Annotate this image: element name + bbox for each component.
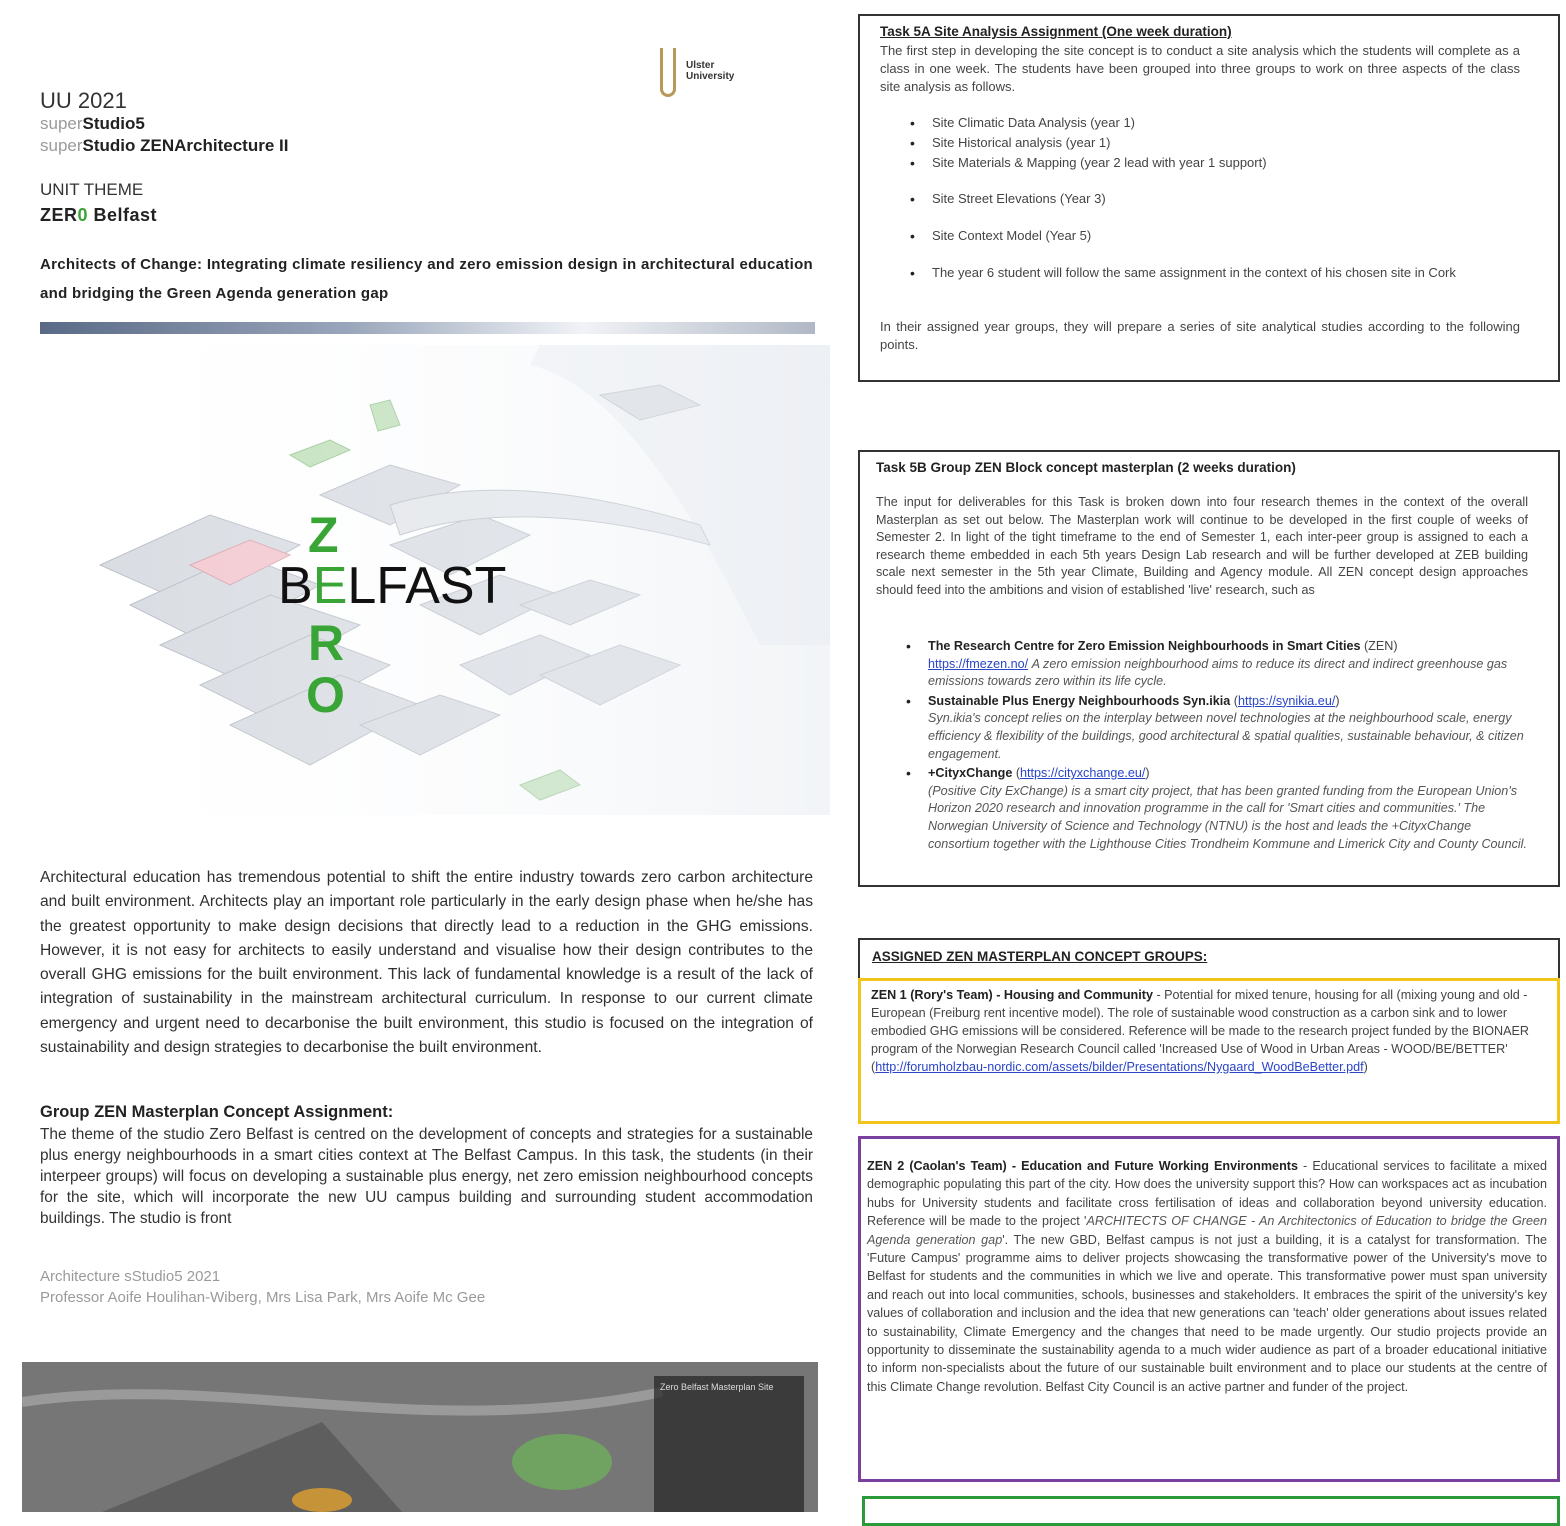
task-5a-closing: In their assigned year groups, they will prepare a series of site analytical studies according to the following points. [880,319,1520,352]
theme-suffix: Belfast [88,205,158,225]
wordmark-char: F [376,557,406,615]
list-item: • Site Historical analysis (year 1) [880,134,1520,152]
footer-staff: Professor Aoife Houlihan-Wiberg, Mrs Lisa Park, Mrs Aoife Mc Gee [40,1289,486,1306]
studio-prefix: super [40,114,83,133]
theme-zero-digit: 0 [77,205,89,225]
zen-1-box [858,978,1560,1124]
list-item: • Site Context Model (Year 5) [880,227,1520,245]
research-description: Syn.ikia's concept relies on the interplay between novel technologies at the neighbourhood scale, energy efficiency & flexibility of the buildings, good architectural & spatial qualities, sustainable behaviour, & citizen engagement. [928,711,1524,761]
zen-1-text [871,986,1531,1076]
list-item: • The year 6 student will follow the same assignment in the context of his chosen site in Cork [880,264,1520,282]
research-name: The Research Centre for Zero Emission Neighbourhoods in Smart Cities [928,639,1361,653]
footer-course: Architecture sStudio5 2021 [40,1268,221,1285]
studio-prefix: super [40,136,83,155]
research-name: Sustainable Plus Energy Neighbourhoods Syn.ikia [928,693,1231,708]
wordmark-letter: Z [308,507,339,563]
zen-2-box [858,1136,1560,1482]
masterplan-site-photo [22,1362,818,1512]
task-5b-research-list [876,638,1528,853]
research-abbr: (ZEN) [1360,639,1398,653]
list-item: • Site Materials & Mapping (year 2 lead with year 1 support) [880,154,1520,172]
wordmark-char: S [439,557,475,615]
task-5a-bullets [880,114,1520,282]
zen-2-title: ZEN 2 (Caolan's Team) - Education and Future Working Environments [867,1159,1298,1173]
zen-3-box [862,1496,1560,1526]
wordmark-char: E [312,557,348,615]
logo-text: Ulster University [686,60,735,82]
list-item: • +CityxChange (https://cityxchange.eu/) (Positive City ExChange) is a smart city project, that has been granted funding from the European Union's Horizon 2020 research and innovation programme in the call for 'Smart cities and communities.' The Norwegian University of Science and Technology (NTNU) is the host and leads the +CityxChange consortium together with the Lighthouse Cities Trondheim Kommune and Limerick City and County Council. [876,765,1528,853]
unit-theme-label: UNIT THEME [40,180,144,199]
research-link[interactable]: https://cityxchange.eu/ [1020,766,1146,781]
year-heading: UU 2021 [40,88,127,113]
task-5a-box [858,14,1560,382]
research-description: (Positive City ExChange) is a smart city project, that has been granted funding from the European Union's Horizon 2020 research and innovation programme in the call for 'Smart cities and communities.' The Norwegian University of Science and Technology (NTNU) is the host and leads the +CityxChange consortium together with the Lighthouse Cities Trondheim Kommune and Limerick City and County Council. [928,783,1527,851]
studio-name: Studio5 [82,114,145,133]
group-assignment-title: Group ZEN Masterplan Concept Assignment: [40,1103,394,1121]
groups-title: ASSIGNED ZEN MASTERPLAN CONCEPT GROUPS: [872,949,1208,964]
task-5b-title: Task 5B Group ZEN Block concept masterplan (2 weeks duration) [876,460,1296,475]
zen-1-body: - Potential for mixed tenure, housing for all (mixing young and old - European (Freiburg rent incentive model). The role of sustainable wood construction as a carbon sink and to lower embodied GHG emissions will be considered. Reference will be made to the research project funded by the BIONAER program of the Norwegian Research Council called 'Increased Use of Wood in Urban Areas - WOOD/BE/BETTER' ( [871,988,1529,1074]
document-headline: Architects of Change: Integrating climate resiliency and zero emission design in architectural education and bridging the Green Agenda generation gap [40,256,813,302]
legend-title: Zero Belfast Masterplan Site [660,1382,774,1392]
wordmark-letter: R [308,615,345,671]
research-name: +CityxChange [928,766,1013,781]
task-5a-intro: The first step in developing the site concept is to conduct a site analysis which the students will complete as a class in one week. The students have been grouped into three groups to work on three aspects of the class site analysis as follows. [880,43,1520,94]
list-item: • Site Climatic Data Analysis (year 1) [880,114,1520,132]
research-description: A zero emission neighbourhood aims to reduce its direct and indirect greenhouse gas emissions towards zero within its life cycle. [928,656,1508,689]
groups-header-box [858,938,1560,978]
group-assignment-text: The theme of the studio Zero Belfast is centred on the development of concepts and strategies for a sustainable plus energy neighbourhoods in a smart cities context at The Belfast Campus. In this task, the students (in their interpeer groups) will focus on developing a sustainable plus energy, net zero emission neighbourhood concepts for the site, which will incorporate the new UU campus building and surrounding student accommodation buildings. The studio is front [40,1126,813,1227]
photo-legend-panel [654,1376,804,1512]
zen-2-text [867,1157,1547,1396]
wordmark-char: A [405,557,440,615]
zen-2-project-title: ARCHITECTS OF CHANGE - An Architectonics of Education to bridge the Green Agenda generation gap [867,1214,1547,1247]
task-5b-intro: The input for deliverables for this Task is broken down into four research themes in the context of the overall Masterplan as set out below. The Masterplan work will continue to be developed in the first couple of weeks of Semester 2. In light of the tight timeframe to the end of Semester 1, each inter-peer group is assigned to each a research theme embedded in each 5th years Design Lab research and will be further developed at ZEB building scale next semester in the 5th year Climate, Building and Agency module. All ZEN concept design approaches should feed into the ambitions and vision of established 'live' research, such as [876,495,1528,597]
zero-belfast-wordmark [0,0,840,840]
wordmark-char: T [474,557,507,615]
list-item [876,638,1528,691]
research-link[interactable]: https://fmezen.no/ [928,656,1029,671]
intro-paragraph: Architectural education has tremendous potential to shift the entire industry towards zero carbon architecture and built environment. Architects play an important role particularly in the early design phase when he/she has the greatest opportunity to make design decisions that directly lead to a reduction in the GHG emissions. However, it is not easy for architects to easily understand and visualise how their design contributes to the overall GHG emissions for the built environment. This lack of fundamental knowledge is a result of the lack of integration of sustainability in the mainstream architectural curriculum. In response to our current climate emergency and urgent need to decarbonise the built environment, this studio is focused on the integration of sustainability and design strategies to decarbonise the built environment. [40,869,813,1057]
zen-2-body: - Educational services to facilitate a mixed demographic populating this part of the city. How does the university support this? How can workspaces act as incubation hubs for University students and facilitate cross fertilisation of ideas and collaboration beyond university education. Reference will be made to the project ' [867,1159,1547,1229]
list-item: • Sustainable Plus Energy Neighbourhoods Syn.ikia (https://synikia.eu/) Syn.ikia's concept relies on the interplay between novel technologies at the neighbourhood scale, energy efficiency & flexibility of the buildings, good architectural & spatial qualities, sustainable behaviour, & citizen engagement. [876,693,1528,763]
list-item: • Site Street Elevations (Year 3) [880,190,1520,208]
theme-prefix: ZER [40,205,78,225]
wordmark-char: L [347,557,377,615]
task-5a-title: Task 5A Site Analysis Assignment (One week duration) [880,24,1232,39]
studio-name: Studio ZENArchitecture II [82,136,289,155]
zen-1-end: ) [1363,1060,1368,1074]
zen-1-link[interactable]: http://forumholzbau-nordic.com/assets/bilder/Presentations/Nygaard_WoodBeBetter.pdf [875,1060,1364,1074]
zen-2-body-cont: '. The new GBD, Belfast campus is not just a building, it is a catalyst for transformation. The 'Future Campus' programme aims to deliver projects showcasing the transformative power of the University's move to Belfast for students and the communities in which we live and operate. This transformative power must span university and reach out into local communities, schools, businesses and stakeholders. It embraces the spirit of the university's key values of collaboration and inclusion and the idea that new generations can 'teach' older generations about issues related to sustainability, Climate Emergency and the changes that need to be made urgently. Our studio projects provide an opportunity to disseminate the sustainability agenda to a much wider audience as part of a broader educational initiative to inform non-specialists about the future of our sustainable built environment and to place our students at the centre of this Climate Change revolution. Belfast City Council is an active partner and funder of the project. [867,1232,1548,1394]
task-5b-box [858,450,1560,887]
research-link[interactable]: https://synikia.eu/ [1238,693,1336,708]
zen-1-title: ZEN 1 (Rory's Team) - Housing and Community [871,988,1153,1002]
wordmark-belfast [278,557,506,615]
wordmark-letter: O [306,667,345,723]
wordmark-char: B [278,557,313,615]
